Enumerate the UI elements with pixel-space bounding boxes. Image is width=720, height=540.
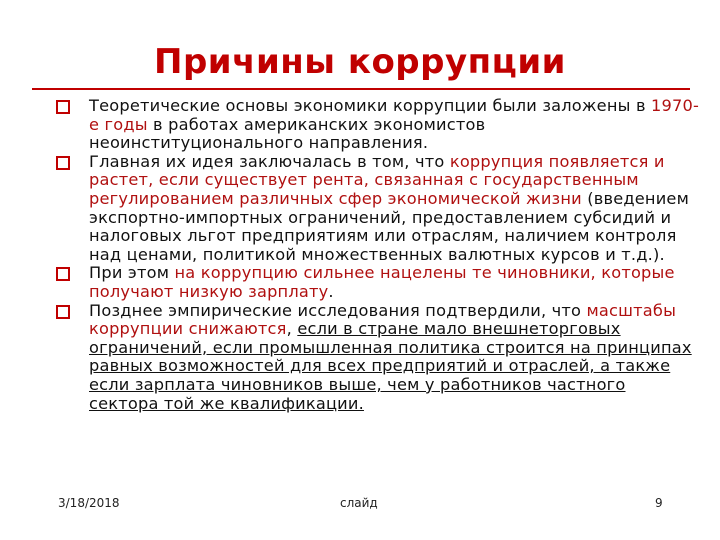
bullet-text: .: [328, 281, 334, 301]
slide-number: 9: [655, 496, 663, 510]
bullet-list: [56, 97, 700, 413]
highlighted-text: 1970-е годы: [89, 96, 700, 134]
hollow-square-icon: [56, 100, 70, 114]
highlighted-text: масштабы коррупции снижаются: [89, 300, 677, 339]
bullet-item: [56, 264, 700, 301]
bullet-text: (введением экспортно-импортных ограничений, предоставлением субсидий и налоговых льгот предприятиям или отраслям, наличием контроля над ценами, политикой множественных валютных курсов и т.д.).: [89, 188, 689, 264]
footer-label: слайд: [340, 496, 378, 510]
bullet-text: Главная их идея заключалась в том, что: [89, 151, 450, 171]
bullet-item: [56, 302, 700, 414]
bullet-text: Позднее эмпирические исследования подтвердили, что: [89, 300, 587, 320]
underlined-text: если в стране мало внешнеторговых ограничений, если промышленная политика строится на принципах равных возможностей для всех предприятий и отраслей, а также если зарплата чиновников выше, чем у работников частного сектора той же квалификации.: [89, 319, 692, 413]
bullet-item: [56, 97, 700, 153]
hollow-square-icon: [56, 305, 70, 319]
bullet-text: в работах американских экономистов неоинституционального направления.: [89, 114, 486, 153]
hollow-square-icon: [56, 156, 70, 170]
bullet-text: При этом: [89, 263, 175, 283]
highlighted-text: коррупция появляется и растет, если существует рента, связанная с государственным регулированием различных сфер экономической жизни: [89, 151, 665, 208]
slide-title: Причины коррупции: [154, 42, 566, 82]
footer-date: 3/18/2018: [58, 496, 120, 510]
bullet-item: [56, 153, 700, 265]
title-underline: [32, 88, 690, 90]
bullet-text: ,: [286, 319, 298, 339]
hollow-square-icon: [56, 267, 70, 281]
highlighted-text: на коррупцию сильнее нацелены те чиновники, которые получают низкую зарплату: [89, 263, 675, 301]
bullet-text: Теоретические основы экономики коррупции были заложены в: [89, 96, 652, 115]
